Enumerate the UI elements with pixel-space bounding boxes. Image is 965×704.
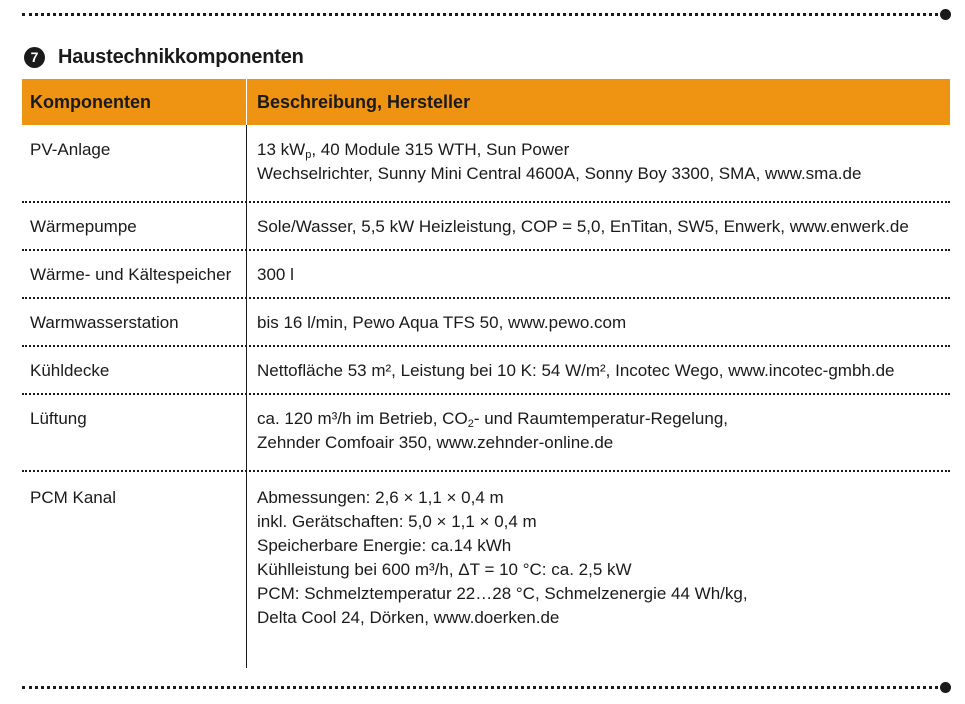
header-components: Komponenten	[30, 91, 151, 112]
column-divider	[246, 125, 247, 668]
top-dotted-rule	[22, 13, 944, 16]
ventilation-line-1: ca. 120 m³/h im Betrieb, $CO_2-$ und Raumtemperatur-Regelung,	[257, 409, 728, 430]
caption-title: Haustechnikkomponenten	[58, 45, 304, 68]
top-rule-end-dot	[940, 9, 951, 20]
row-description-pv	[257, 138, 861, 186]
pv-line-2: Wechselrichter, Sunny Mini Central 4600A, Sonny Boy 3300, SMA, www.sma.de	[257, 164, 862, 183]
bottom-rule-end-dot	[940, 682, 951, 693]
row-component-cooling-ceiling: Kühldecke	[30, 361, 110, 380]
row-separator	[22, 393, 950, 395]
bottom-dotted-rule	[22, 686, 944, 689]
table-caption	[24, 44, 304, 70]
row-separator	[22, 297, 950, 299]
row-component-storage: Wärme- und Kältespeicher	[30, 265, 232, 284]
header-description: Beschreibung, Hersteller	[257, 91, 471, 112]
pcm-line-4: Kühlleistung bei 600 m³/h, ΔT = 10 °C: ca. 2,5 kW	[257, 560, 632, 579]
row-description-heatpump: Sole/Wasser, 5,5 kW Heizleistung, COP = 5,0, EnTitan, SW5, Enwerk, www.enwerk.de	[257, 217, 909, 236]
row-component-heatpump: Wärmepumpe	[30, 217, 137, 236]
header-column-divider	[246, 79, 247, 125]
pv-line-1: 13 $kW_p$, 40 Module 315 WTH, Sun Power	[257, 140, 570, 161]
ventilation-line-2: Zehnder Comfoair 350, www.zehnder-online.de	[257, 433, 614, 452]
row-description-cooling-ceiling: Nettofläche 53 m², Leistung bei 10 K: 54 W/m², Incotec Wego, www.incotec-gmbh.de	[257, 361, 895, 380]
row-component-ventilation: Lüftung	[30, 409, 87, 428]
row-separator	[22, 249, 950, 251]
row-component-pv: PV-Anlage	[30, 140, 111, 159]
row-separator	[22, 470, 950, 472]
pcm-line-1: Abmessungen: 2,6 × 1,1 × 0,4 m	[257, 488, 504, 507]
table-header-bar	[22, 79, 950, 125]
row-separator	[22, 345, 950, 347]
row-separator	[22, 201, 950, 203]
pcm-line-2: inkl. Gerätschaften: 5,0 × 1,1 × 0,4 m	[257, 512, 537, 531]
row-description-hotwater: bis 16 l/min, Pewo Aqua TFS 50, www.pewo.com	[257, 313, 627, 332]
row-description-storage: 300 l	[257, 265, 294, 284]
pcm-line-6: Delta Cool 24, Dörken, www.doerken.de	[257, 608, 560, 627]
row-description-ventilation	[257, 407, 728, 455]
row-component-hotwater: Warmwasserstation	[30, 313, 179, 332]
row-component-pcm: PCM Kanal	[30, 488, 116, 507]
pcm-line-5: PCM: Schmelztemperatur 22…28 °C, Schmelzenergie 44 Wh/kg,	[257, 584, 748, 603]
pcm-line-3: Speicherbare Energie: ca.14 kWh	[257, 536, 512, 555]
caption-number-badge: 7	[24, 47, 45, 68]
row-description-pcm	[257, 486, 748, 630]
